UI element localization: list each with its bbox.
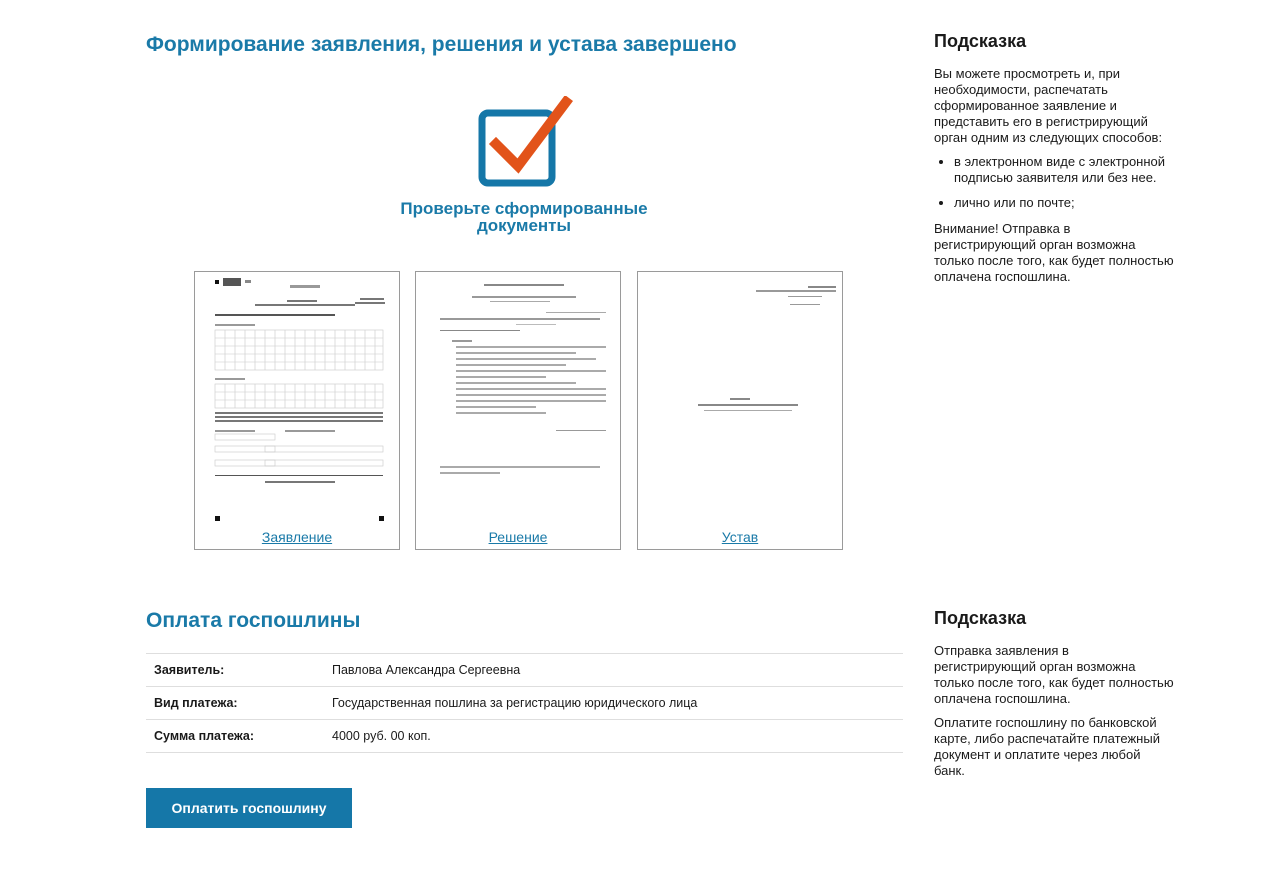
charter-preview-icon <box>638 272 844 527</box>
check-line-2: документы <box>476 216 572 235</box>
hint-method-post: • лично или по почте; <box>954 195 1174 211</box>
completion-title: Формирование заявления, решения и устава завершено <box>146 33 737 56</box>
document-link-charter[interactable]: Устав <box>721 529 759 545</box>
check-line-1: Проверьте сформированные <box>400 199 648 218</box>
payment-details-table <box>146 653 903 753</box>
table-row <box>146 720 903 753</box>
document-card-decision[interactable] <box>415 271 621 550</box>
hint-methods-list <box>934 154 1174 211</box>
table-row <box>146 654 903 687</box>
payment-type-label: Вид платежа: <box>146 687 324 720</box>
payment-type-value: Государственная пошлина за регистрацию юридического лица <box>324 687 903 720</box>
document-card-charter[interactable] <box>637 271 843 550</box>
document-card-application[interactable] <box>194 271 400 550</box>
hint-method-electronic: • в электронном виде с электронной подписью заявителя или без нее. <box>954 154 1174 186</box>
hint-intro: Вы можете просмотреть и, при необходимости, распечатать сформированное заявление и представить его в регистрирующий орган одним из следующих способов: <box>934 66 1163 145</box>
hint-title: Подсказка <box>934 31 1027 51</box>
hint-panel-documents <box>934 31 1174 293</box>
hint-title: Подсказка <box>934 608 1027 628</box>
check-documents-text <box>374 200 674 234</box>
document-link-decision[interactable]: Решение <box>488 529 548 545</box>
table-row <box>146 687 903 720</box>
payment-amount-value: 4000 руб. 00 коп. <box>324 720 903 753</box>
payment-title: Оплата госпошлины <box>146 609 361 632</box>
hint-panel-payment <box>934 608 1174 787</box>
hint-warning: Внимание! Отправка в регистрирующий орган возможна только после того, как будет полностью оплачена госпошлина. <box>934 221 1174 284</box>
checkmark-icon <box>474 96 574 192</box>
pay-fee-button[interactable]: Оплатить госпошлину <box>146 788 352 828</box>
application-preview-icon <box>195 272 401 527</box>
applicant-value: Павлова Александра Сергеевна <box>324 654 903 687</box>
hint-payment-text-1: Отправка заявления в регистрирующий орган возможна только после того, как будет полностью оплачена госпошлина. <box>934 643 1174 706</box>
hint-payment-text-2: Оплатите госпошлину по банковской карте, либо распечатайте платежный документ и оплатите через любой банк. <box>934 715 1160 778</box>
applicant-label: Заявитель: <box>146 654 324 687</box>
payment-amount-label: Сумма платежа: <box>146 720 324 753</box>
decision-preview-icon <box>416 272 622 527</box>
document-link-application[interactable]: Заявление <box>261 529 333 545</box>
